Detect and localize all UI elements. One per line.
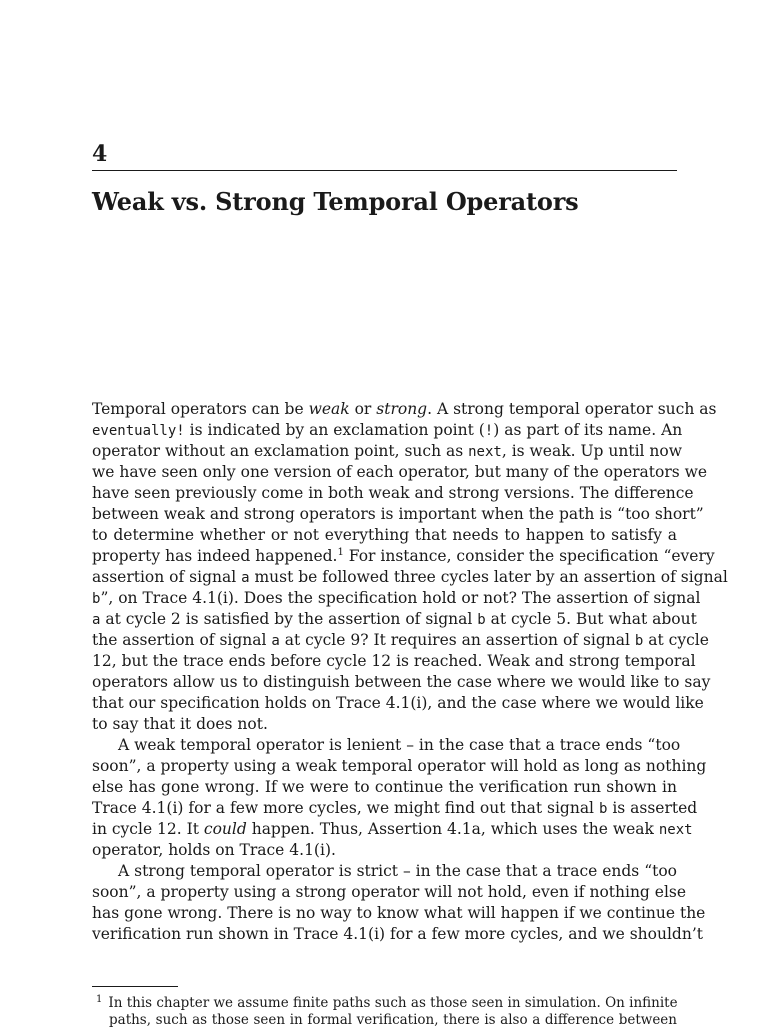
emphasis-weak: weak (308, 400, 350, 418)
text-line (92, 420, 683, 441)
text-line: operators allow us to distinguish between the case where we would like to say (92, 673, 711, 691)
text-line (92, 588, 701, 609)
chapter-number: 4 (92, 141, 108, 167)
code-next: next (658, 822, 693, 838)
text-run: must be followed three cycles later by an assertion of signal (249, 568, 728, 586)
text-line (92, 567, 728, 588)
text-line: that our specification holds on Trace 4.1(i), and the case where we would like (92, 694, 704, 712)
text-line (92, 399, 717, 420)
text-line (92, 819, 693, 840)
text-line: we have seen only one version of each operator, but many of the operators we (92, 463, 708, 481)
text-line (92, 609, 697, 630)
text-line: else has gone wrong. If we were to continue the verification run shown in (92, 778, 677, 796)
text-line: to say that it does not. (92, 715, 268, 733)
code-next: next (468, 444, 502, 460)
text-run: ) as part of its name. An (493, 421, 683, 439)
text-line: to determine whether or not everything that needs to happen to satisfy a (92, 526, 677, 544)
text-run: Temporal operators can be (92, 400, 309, 418)
code-signal-b: b (598, 801, 608, 817)
text-line: A weak temporal operator is lenient – in the case that a trace ends “too (118, 736, 681, 754)
code-signal-b: b (634, 633, 644, 649)
footnote-reference[interactable]: 1 (337, 547, 344, 558)
chapter-title: Weak vs. Strong Temporal Operators (92, 187, 579, 216)
text-line: verification run shown in Trace 4.1(i) for a few more cycles, and we shouldn’t (92, 925, 703, 943)
emphasis-strong: strong (376, 400, 428, 418)
text-line (92, 546, 715, 567)
code-signal-a: a (271, 633, 280, 649)
footnote (92, 990, 677, 1030)
text-run: is indicated by an exclamation point ( (184, 421, 485, 439)
code-eventually: eventually! (92, 423, 185, 439)
text-run: at cycle 5. But what about (485, 610, 697, 628)
footnote-text: In this chapter we assume finite paths such as those seen in simulation. On infinite (108, 995, 678, 1011)
footnote-mark: 1 (96, 994, 103, 1005)
footnote-line (92, 990, 677, 1010)
text-run: assertion of signal (92, 568, 242, 586)
text-line: operator, holds on Trace 4.1(i). (92, 841, 336, 859)
text-run: happen. Thus, Assertion 4.1a, which uses the weak (246, 820, 659, 838)
text-line: A strong temporal operator is strict – in the case that a trace ends “too (118, 862, 678, 880)
text-run: at cycle 9? It requires an assertion of signal (279, 631, 635, 649)
emphasis-could: could (203, 820, 247, 838)
text-line (92, 798, 698, 819)
footnote-rule (92, 986, 178, 987)
code-signal-a: a (241, 570, 250, 586)
text-line: between weak and strong operators is important when the path is “too short” (92, 505, 704, 523)
code-signal-b: b (92, 591, 101, 607)
text-line: have seen previously come in both weak and strong versions. The difference (92, 484, 694, 502)
body-text (92, 399, 728, 945)
text-run: is asserted (607, 799, 698, 817)
text-line: 12, but the trace ends before cycle 12 is reached. Weak and strong temporal (92, 652, 696, 670)
text-run: Trace 4.1(i) for a few more cycles, we might find out that signal (92, 799, 599, 817)
text-run: the assertion of signal (92, 631, 272, 649)
text-run: , is weak. Up until now (501, 442, 682, 460)
text-line (92, 630, 709, 651)
text-run: in cycle 12. It (92, 820, 204, 838)
text-line: has gone wrong. There is no way to know what will happen if we continue the (92, 904, 706, 922)
text-run: or (349, 400, 377, 418)
footnote-line: paths, such as those seen in formal verification, there is also a difference between (109, 1012, 677, 1028)
book-page (92, 0, 728, 1028)
text-run: at cycle (643, 631, 709, 649)
text-line (92, 441, 682, 462)
text-line: soon”, a property using a weak temporal operator will hold as long as nothing (92, 757, 707, 775)
text-line: soon”, a property using a strong operator will not hold, even if nothing else (92, 883, 687, 901)
text-run: For instance, consider the specification “every (343, 547, 715, 565)
text-run: . A strong temporal operator such as (427, 400, 717, 418)
text-run: ”, on Trace 4.1(i). Does the specification hold or not? The assertion of signal (100, 589, 701, 607)
chapter-rule (92, 170, 677, 171)
code-exclamation: ! (484, 423, 494, 439)
code-signal-b: b (477, 612, 486, 628)
text-run: property has indeed happened. (92, 547, 338, 565)
text-run: operator without an exclamation point, such as (92, 442, 469, 460)
text-run: at cycle 2 is satisfied by the assertion of signal (100, 610, 478, 628)
code-signal-a: a (92, 612, 101, 628)
